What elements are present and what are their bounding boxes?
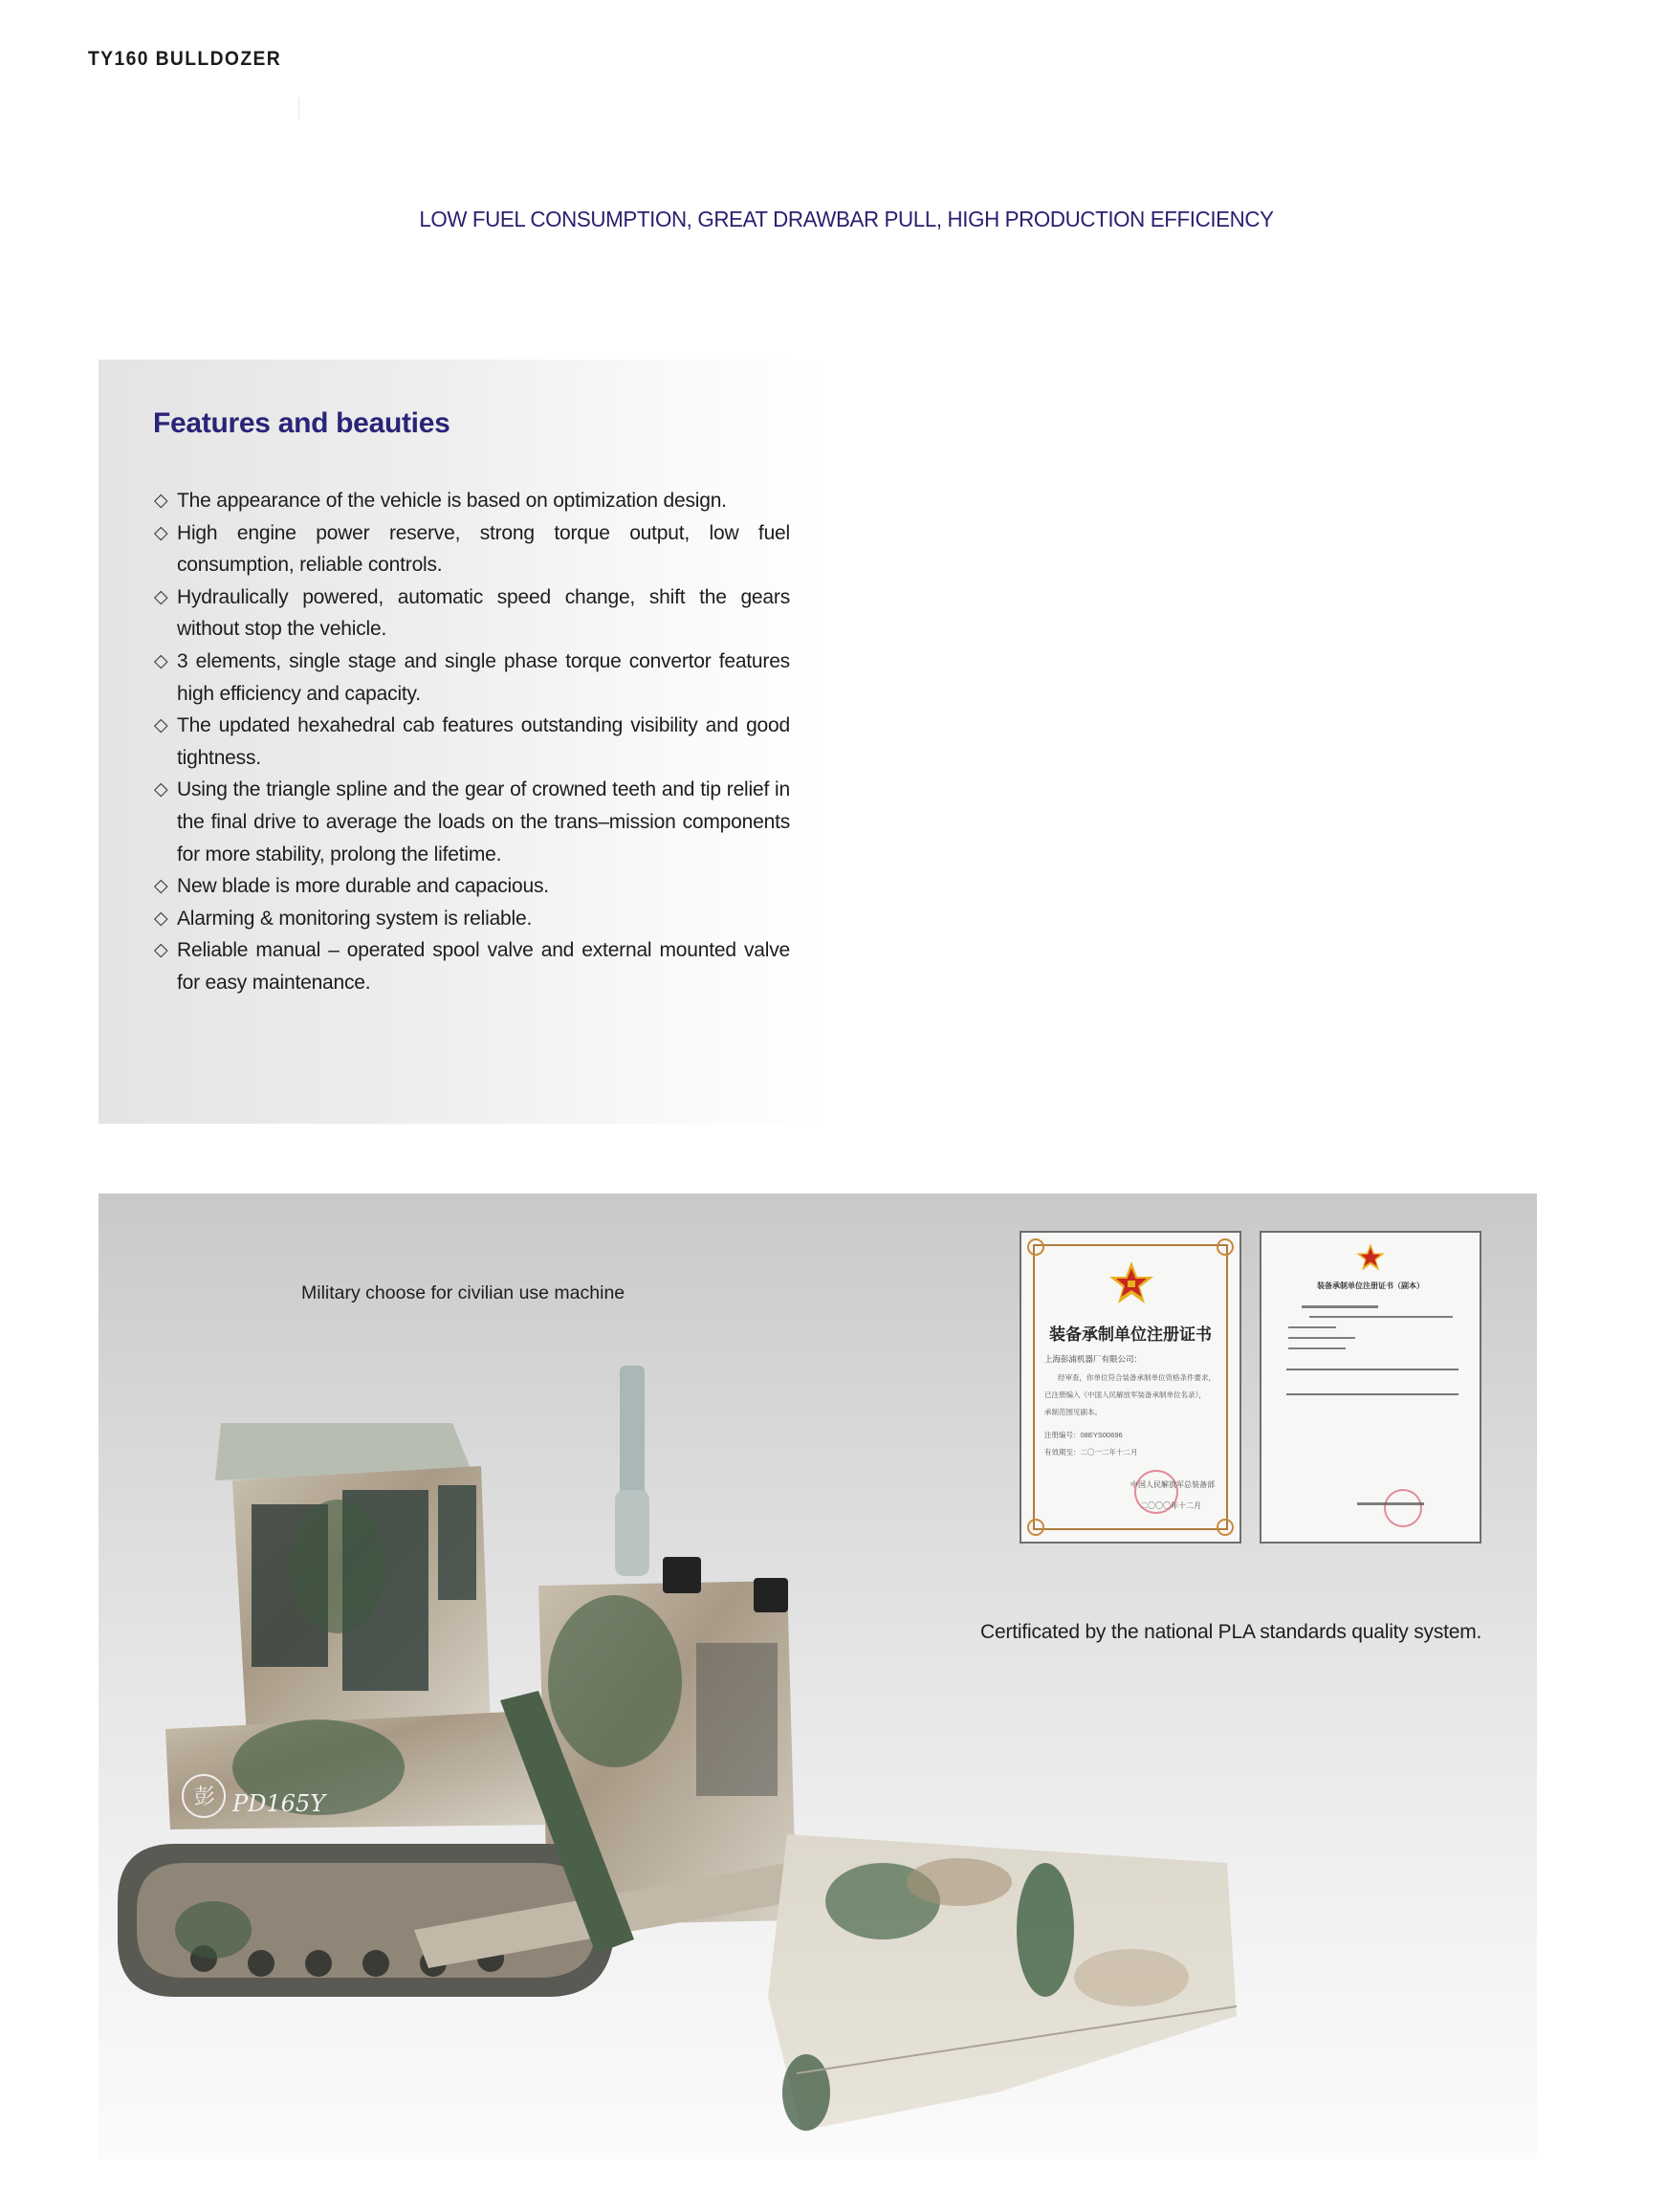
- feature-item: ◇ Reliable manual – operated spool valve and external mounted valve for easy maintenance.: [154, 934, 790, 998]
- redacted-text: [1288, 1347, 1346, 1349]
- diamond-bullet-icon: ◇: [154, 908, 168, 929]
- certificate-body-line: 经审查，你单位符合装备承制单位资格条件要求，: [1058, 1373, 1216, 1382]
- decorative-divider: [298, 98, 299, 119]
- machine-model-label: PD165Y: [232, 1790, 326, 1817]
- certificate-copy-title: 装备承制单位注册证书（副本）: [1317, 1281, 1424, 1290]
- certificate-copy: [1260, 1231, 1481, 1544]
- certificate-validity: 有效期至：二〇一二年十二月: [1044, 1448, 1138, 1456]
- features-heading: Features and beauties: [153, 407, 450, 439]
- feature-item: ◇ Hydraulically powered, automatic speed change, shift the gears without stop the vehicle.: [154, 581, 790, 646]
- military-caption: Military choose for civilian use machine: [301, 1282, 625, 1303]
- diamond-bullet-icon: ◇: [154, 940, 168, 961]
- certificate-issuer: 中国人民解放军总装备部: [1130, 1480, 1215, 1489]
- showcase-panel: [99, 1194, 1537, 2159]
- certificate-body-line: 已注册编入《中国人民解放军装备承制单位名录》，: [1044, 1391, 1206, 1399]
- certificate-registration: 注册编号：08EYS00696: [1044, 1431, 1123, 1439]
- redacted-text: [1288, 1337, 1355, 1339]
- diamond-bullet-icon: ◇: [154, 491, 168, 511]
- certificate-title: 装备承制单位注册证书: [1049, 1325, 1212, 1345]
- feature-item: ◇ The appearance of the vehicle is based on optimization design.: [154, 485, 790, 517]
- ornament-icon: [1217, 1238, 1234, 1256]
- feature-item: ◇ New blade is more durable and capacious.: [154, 870, 790, 903]
- document-title: TY160 BULLDOZER: [88, 48, 282, 70]
- feature-item: ◇ Alarming & monitoring system is reliable.: [154, 903, 790, 935]
- certificate-table: [1286, 1369, 1459, 1395]
- redacted-text: [1309, 1316, 1453, 1318]
- diamond-bullet-icon: ◇: [154, 586, 168, 607]
- pla-star-emblem-icon: [1108, 1259, 1155, 1312]
- bulldozer-image: [99, 1366, 1246, 2164]
- ornament-icon: [1027, 1238, 1044, 1256]
- pla-star-emblem-icon: [1355, 1242, 1386, 1278]
- diamond-bullet-icon: ◇: [154, 779, 168, 800]
- svg-text:彭: 彭: [194, 1785, 216, 1809]
- features-panel: [99, 360, 826, 1124]
- feature-item: ◇ 3 elements, single stage and single phase torque convertor features high efficiency and capacity.: [154, 646, 790, 710]
- certificate-date: 二〇〇〇年十二月: [1140, 1501, 1201, 1510]
- redacted-text: [1288, 1326, 1336, 1328]
- diamond-bullet-icon: ◇: [154, 715, 168, 736]
- diamond-bullet-icon: ◇: [154, 650, 168, 671]
- feature-item: ◇ Using the triangle spline and the gear of crowned teeth and tip relief in the final drive to average the loads on the trans–mission components for more stability, prolong the lifetime.: [154, 774, 790, 870]
- feature-item: ◇ The updated hexahedral cab features outstanding visibility and good tightness.: [154, 710, 790, 774]
- features-list: [154, 485, 790, 999]
- certificate-company: 上海彭浦机器厂有限公司：: [1044, 1354, 1143, 1364]
- certification-caption: Certificated by the national PLA standards quality system.: [980, 1621, 1482, 1643]
- feature-item: ◇ High engine power reserve, strong torque output, low fuel consumption, reliable controls.: [154, 517, 790, 581]
- red-seal-icon: [1384, 1489, 1422, 1527]
- redacted-text: [1302, 1305, 1378, 1308]
- certificate-body-line: 承制范围见副本。: [1044, 1408, 1102, 1416]
- diamond-bullet-icon: ◇: [154, 876, 168, 897]
- redacted-text: [1357, 1502, 1424, 1505]
- diamond-bullet-icon: ◇: [154, 522, 168, 543]
- tagline: LOW FUEL CONSUMPTION, GREAT DRAWBAR PULL, HIGH PRODUCTION EFFICIENCY: [419, 207, 1274, 231]
